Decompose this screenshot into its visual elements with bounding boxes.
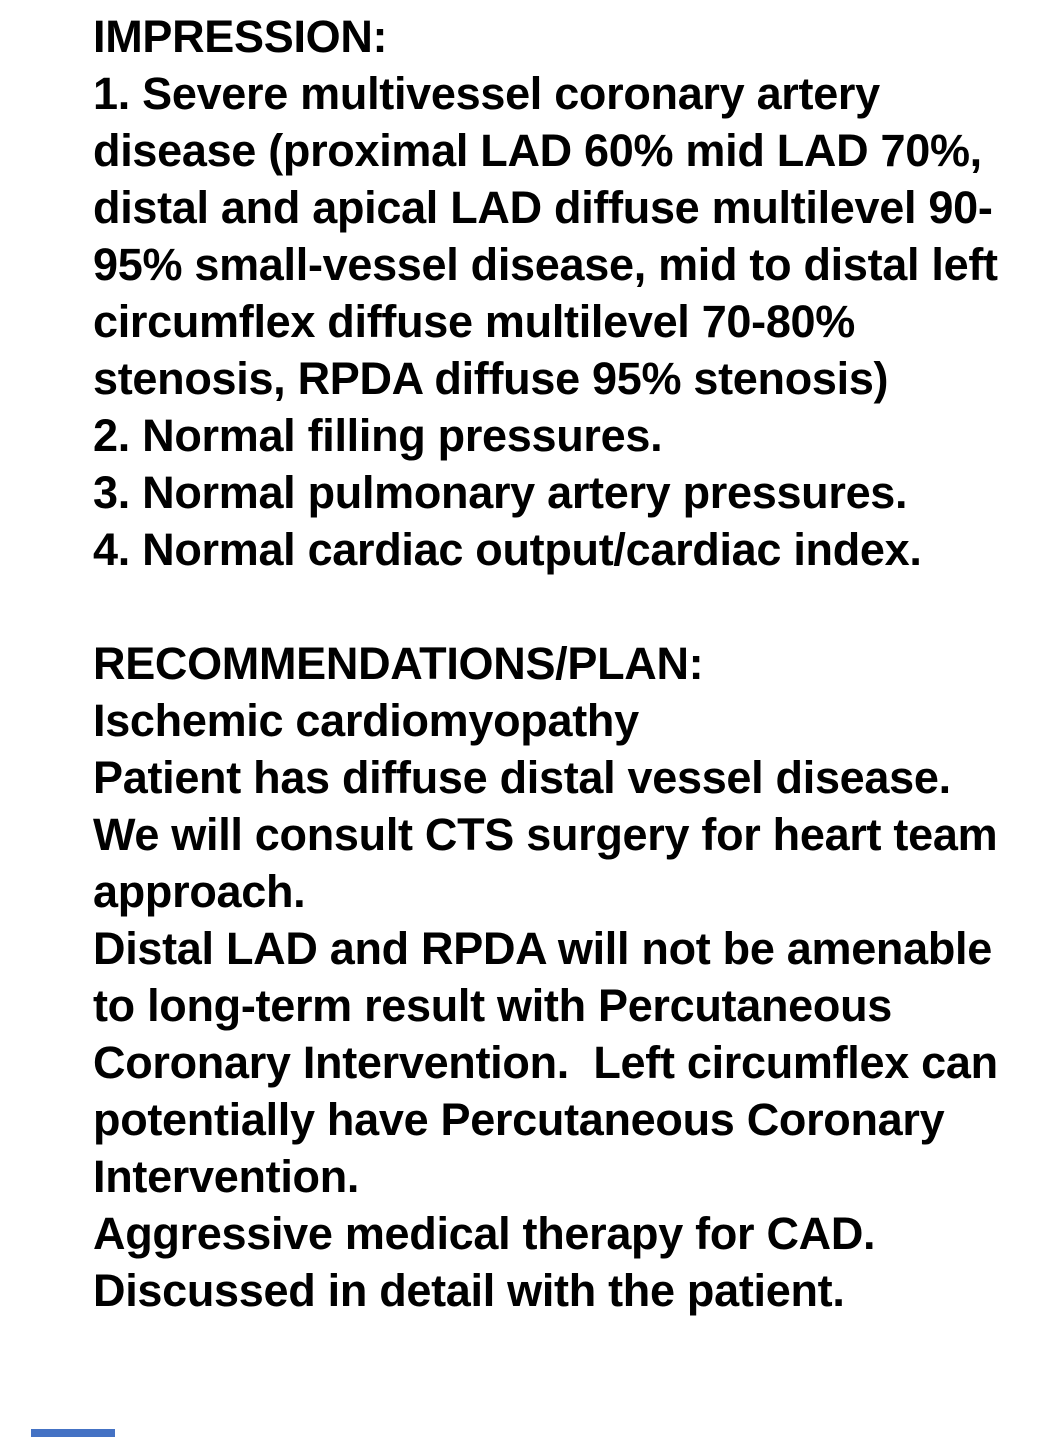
text-line: to long-term result with Percutaneous (93, 980, 892, 1031)
text-line: Aggressive medical therapy for CAD. (93, 1208, 876, 1259)
text-line: circumflex diffuse multilevel 70-80% (93, 296, 856, 347)
text-line (93, 578, 1013, 635)
text-line: approach. (93, 866, 306, 917)
text-line: IMPRESSION: (93, 11, 388, 62)
text-line: RECOMMENDATIONS/PLAN: (93, 638, 704, 689)
text-line: Coronary Intervention. Left circumflex can (93, 1037, 998, 1088)
text-line: 4. Normal cardiac output/cardiac index. (93, 524, 922, 575)
text-line: We will consult CTS surgery for heart team (93, 809, 998, 860)
text-line: Patient has diffuse distal vessel disease. (93, 752, 951, 803)
report-body (93, 8, 1013, 1319)
text-line: 1. Severe multivessel coronary artery (93, 68, 880, 119)
text-line: potentially have Percutaneous Coronary (93, 1094, 945, 1145)
text-line: Intervention. (93, 1151, 360, 1202)
text-line: stenosis, RPDA diffuse 95% stenosis) (93, 353, 889, 404)
text-line: Discussed in detail with the patient. (93, 1265, 845, 1316)
bottom-left-blue-bar (31, 1429, 115, 1437)
text-line: 2. Normal filling pressures. (93, 410, 663, 461)
report-lines (93, 8, 1013, 1319)
text-line: disease (proximal LAD 60% mid LAD 70%, (93, 125, 982, 176)
text-line: 95% small-vessel disease, mid to distal left (93, 239, 998, 290)
text-line: Distal LAD and RPDA will not be amenable (93, 923, 992, 974)
text-line: Ischemic cardiomyopathy (93, 695, 639, 746)
text-line: distal and apical LAD diffuse multilevel 90- (93, 182, 993, 233)
text-line: 3. Normal pulmonary artery pressures. (93, 467, 908, 518)
